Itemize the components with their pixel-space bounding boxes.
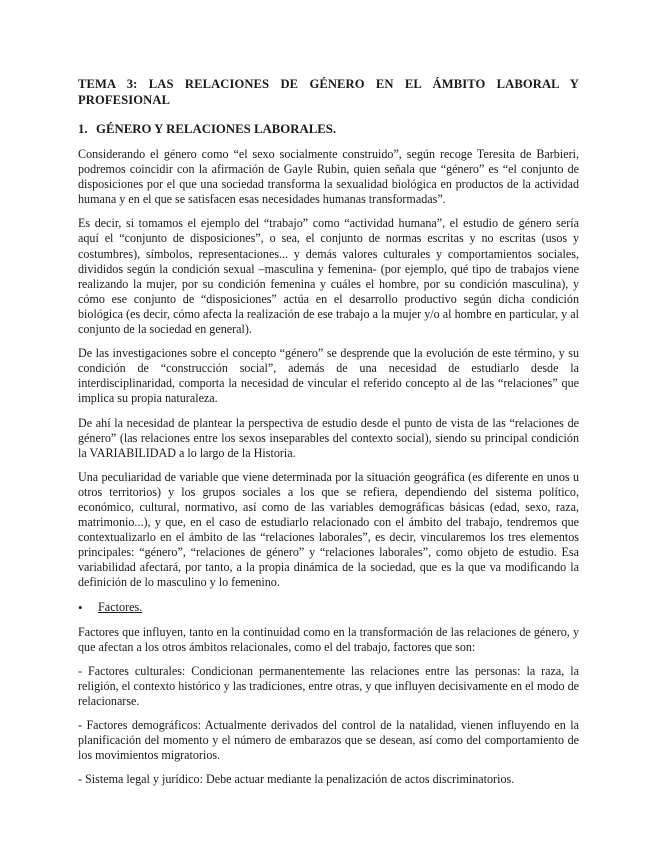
paragraph-2: Es decir, si tomamos el ejemplo del “trabajo” como “actividad humana”, el estudio de género sería aquí el “conjunto de disposiciones”, o sea, el conjunto de normas escritas y no escritas (usos y costumbres), símbolos, representaciones... y demás valores culturales y comportamientos sociales, divididos según la condición sexual –masculina y femenina- (por ejemplo, qué tipo de trabajos viene realizando la mujer, por su condición femenina y cuáles el hombre, por su condición masculina), y cómo ese conjunto de “disposiciones” actúa en el desarrollo productivo según dicha condición biológica (es decir, cómo afecta la realización de ese trabajo a la mujer y/o al hombre en particular, y al conjunto de la sociedad en general). bbox=[78, 216, 579, 337]
factor-cultural: - Factores culturales: Condicionan permanentemente las relaciones entre las personas: la raza, la religión, el contexto histórico y las tradiciones, entre otras, y que influyen decisivamente en el modo de relacionarse. bbox=[78, 663, 579, 708]
factor-demographic: - Factores demográficos: Actualmente derivados del control de la natalidad, vienen influyendo en la planificación del momento y el número de embarazos que se desean, así como del comportamiento de los movimientos migratorios. bbox=[78, 718, 579, 763]
paragraph-3: De las investigaciones sobre el concepto “género” se desprende que la evolución de este término, y su condición de “construcción social”, además de una necesidad de estudiarlo desde la interdisciplinaridad, comporta la necesidad de vincular el referido concepto al de las “relaciones” que implica su propia naturaleza. bbox=[78, 346, 579, 406]
paragraph-4: De ahí la necesidad de plantear la perspectiva de estudio desde el punto de vista de las “relaciones de género” (las relaciones entre los sexos inseparables del contexto social), siendo su principal condición la VARIABILIDAD a lo largo de la Historia. bbox=[78, 415, 579, 460]
factor-legal: - Sistema legal y jurídico: Debe actuar mediante la penalización de actos discriminatorios. bbox=[78, 772, 515, 787]
section-heading bbox=[78, 121, 579, 137]
bullet-factores bbox=[78, 600, 579, 615]
section-number: 1. bbox=[78, 122, 88, 136]
bullet-dot-icon: • bbox=[78, 599, 83, 615]
paragraph-1: Considerando el género como “el sexo socialmente construido”, según recoge Teresita de Barbieri, podremos coincidir con la afirmación de Gayle Rubin, quien señala que “género” es “el conjunto de disposiciones por el que una sociedad transforma la sexualidad biológica en productos de la actividad humana y en el que se satisfacen esas necesidades humanas transformadas”. bbox=[78, 147, 579, 207]
document-title: TEMA 3: LAS RELACIONES DE GÉNERO EN EL ÁMBITO LABORAL Y PROFESIONAL bbox=[78, 77, 579, 107]
paragraph-5: Una peculiaridad de variable que viene determinada por la situación geográfica (es diferente en unos u otros territorios) y los grupos sociales a los que se refiera, dependiendo del sistema político, económico, cultural, normativo, así como de las variables demográficas básicas (edad, sexo, raza, matrimonio...), y que, en el caso de estudiarlo relacionado con el ámbito del trabajo, tendremos que contextualizarlo en el ámbito de las “relaciones laborales”, es decir, vincularemos los tres elementos principales: “género”, “relaciones de género” y “relaciones laborales”, como objeto de estudio. Esa variabilidad afectará, por tanto, a la propia dinámica de la sociedad, que es la que va modificando la definición de lo masculino y lo femenino. bbox=[78, 469, 579, 590]
section-title: GÉNERO Y RELACIONES LABORALES. bbox=[96, 122, 337, 136]
bullet-label: Factores. bbox=[98, 599, 143, 614]
factors-intro: Factores que influyen, tanto en la continuidad como en la transformación de las relaciones de género, y que afectan a los otros ámbitos relacionales, como el del trabajo, factores que son: bbox=[78, 624, 579, 654]
